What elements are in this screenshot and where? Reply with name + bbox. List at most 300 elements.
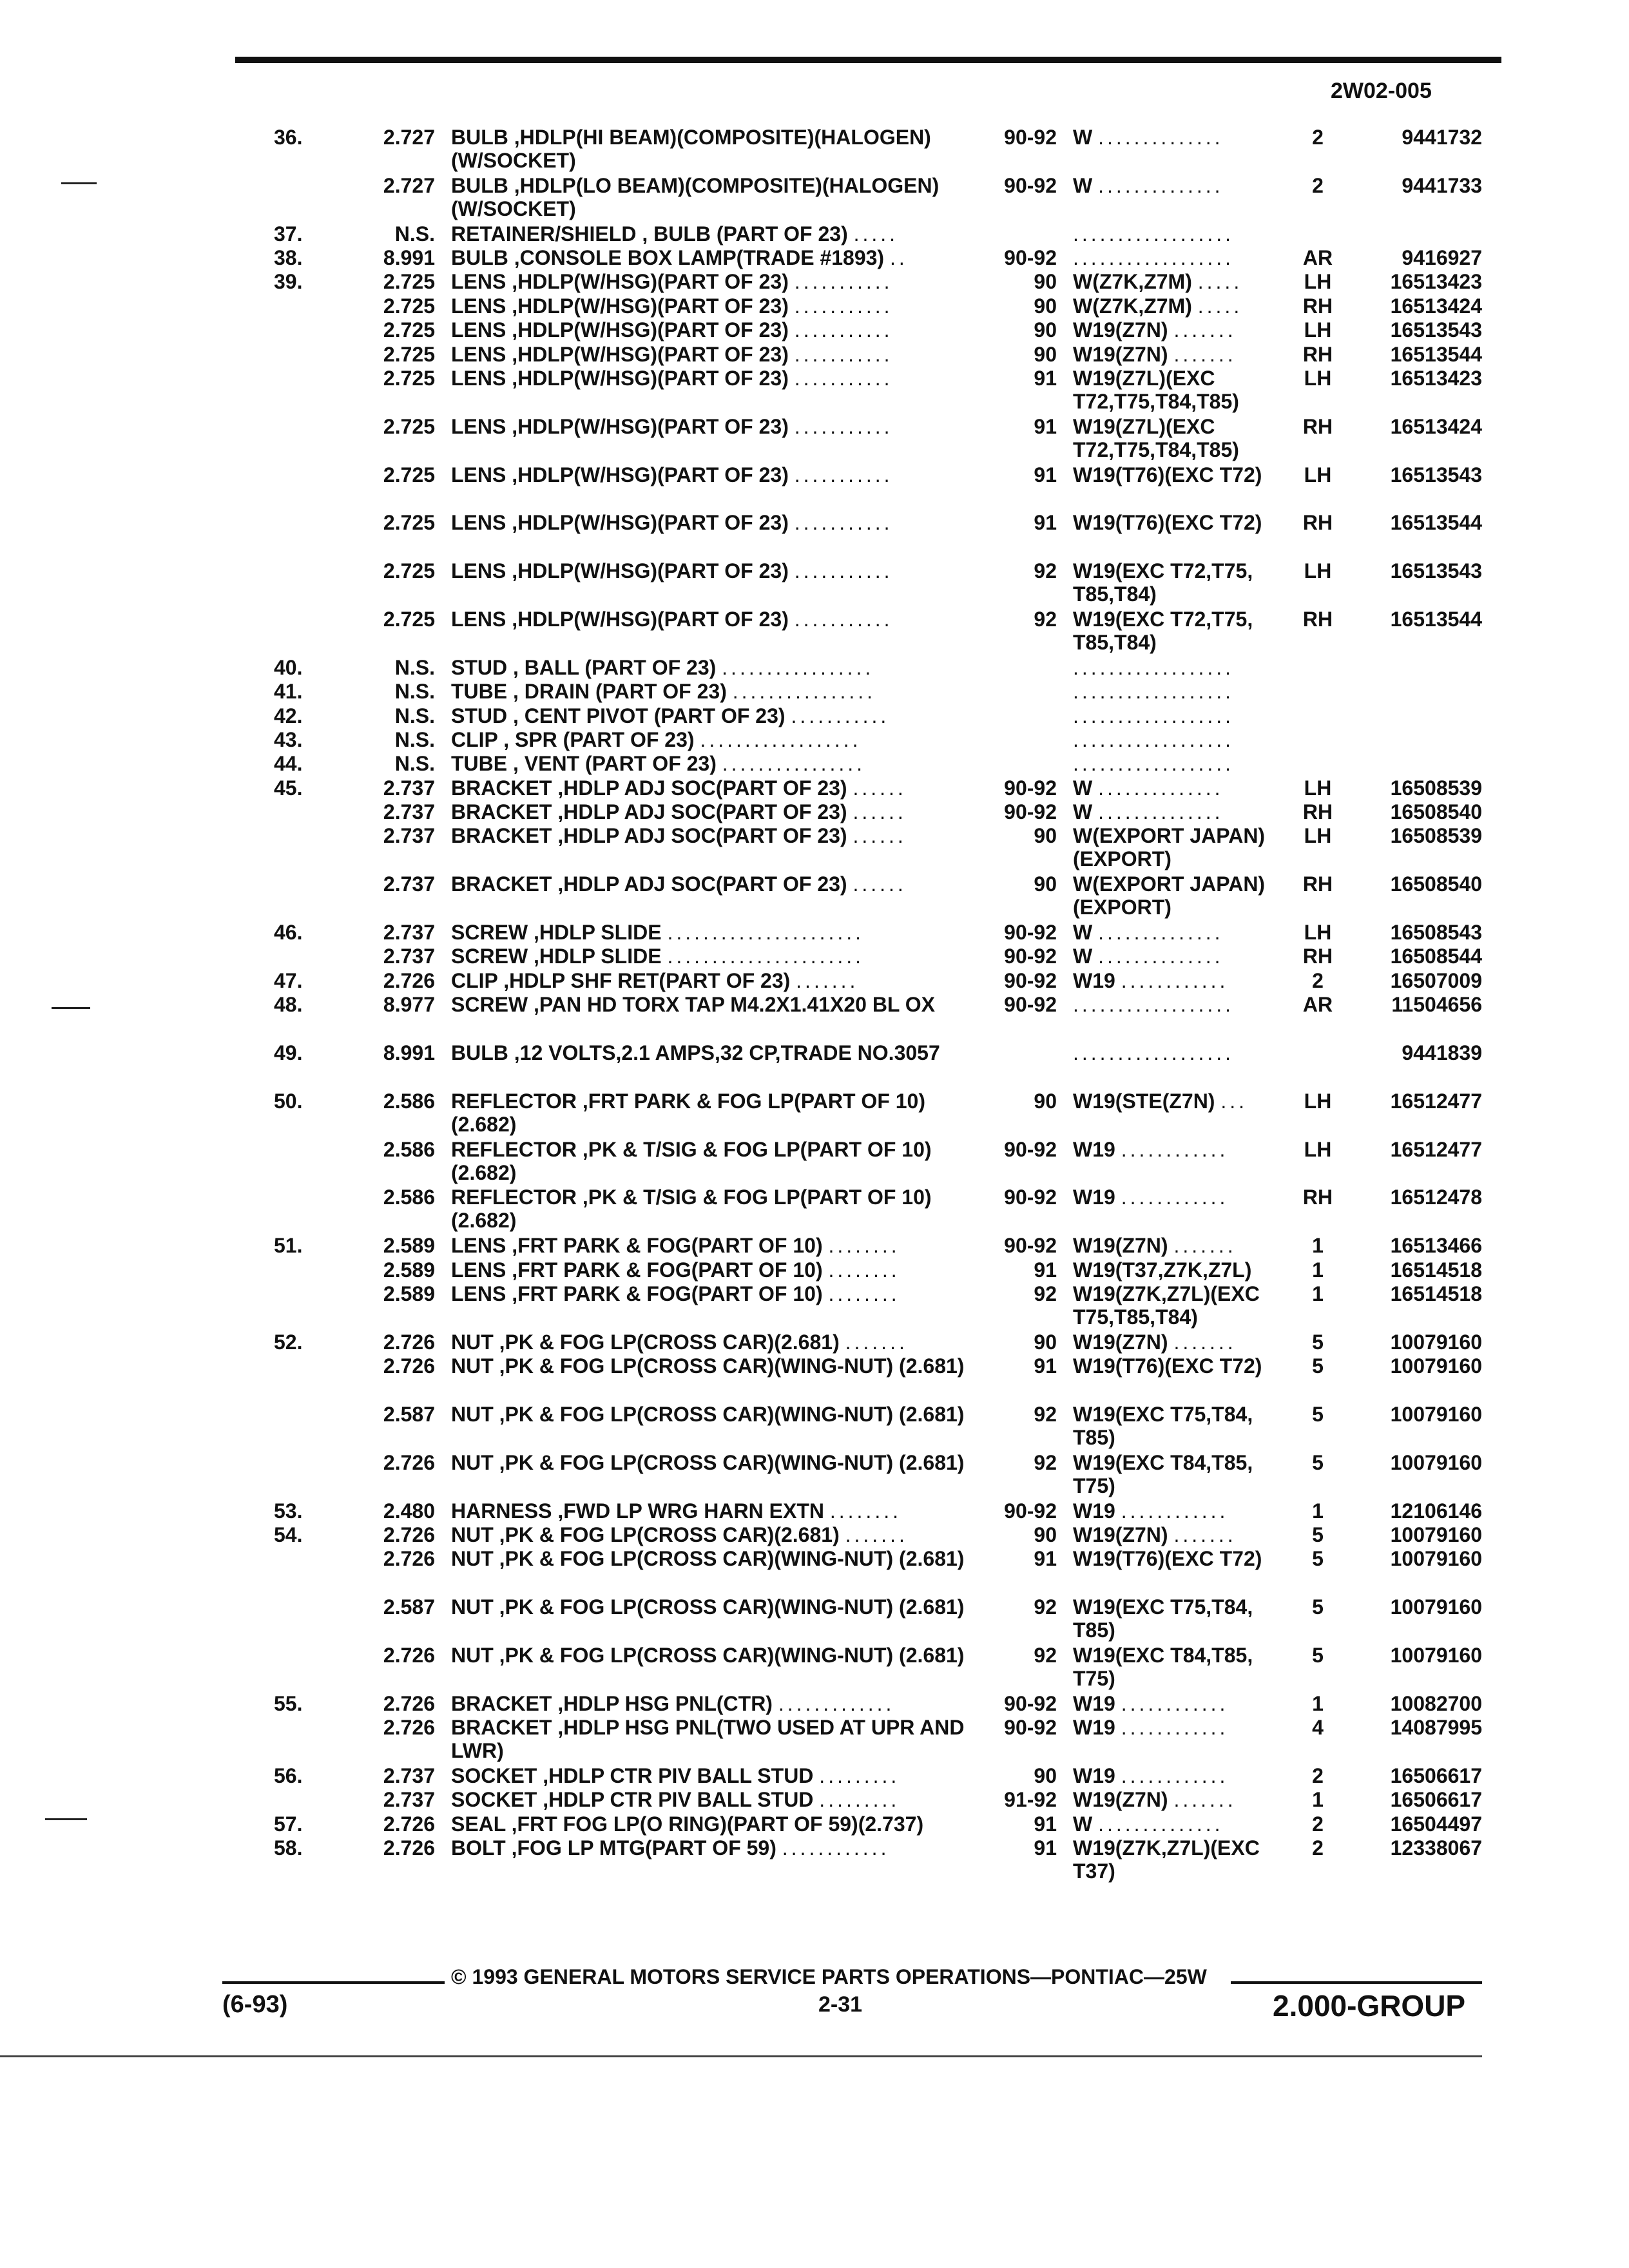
model-year: 90-92	[1004, 776, 1057, 800]
leader-dots: .......	[1173, 1234, 1237, 1258]
quantity: LH	[1304, 318, 1332, 342]
group-number: 2.725	[383, 366, 435, 390]
usage-code: W	[1073, 945, 1093, 968]
parts-row	[0, 126, 1629, 174]
part-name: LENS	[451, 1258, 506, 1282]
model-year: 90-92	[1004, 968, 1057, 992]
parts-row	[0, 1282, 1629, 1331]
part-number: 9416927	[1402, 245, 1482, 269]
group-number: N.S.	[394, 752, 435, 776]
part-detail: ,HDLP(W/HSG)(PART OF 23)	[512, 607, 789, 631]
leader-dots: ..............	[1098, 1812, 1224, 1836]
leader-dots: ............	[1121, 968, 1229, 992]
part-description	[451, 1282, 996, 1305]
usage-code: W	[1073, 800, 1093, 824]
part-description	[451, 704, 996, 727]
quantity: 2	[1312, 173, 1324, 197]
model-year: 91	[1034, 414, 1057, 438]
part-description	[451, 1138, 996, 1184]
leader-dots: ........	[828, 1258, 900, 1282]
part-name: BOLT	[451, 1836, 506, 1860]
model-year: 90	[1034, 1330, 1057, 1354]
leader-dots: ...........	[794, 511, 893, 535]
part-detail: ,HDLP SLIDE	[534, 945, 662, 968]
group-number: N.S.	[394, 222, 435, 245]
part-number: 16513543	[1390, 559, 1482, 583]
part-description	[451, 1812, 996, 1836]
usage-code: W19(T76)(EXC T72)	[1073, 511, 1262, 535]
usage-code: W19	[1073, 1763, 1115, 1787]
leader-dots: .......	[1173, 1523, 1237, 1546]
part-name: SCREW	[451, 993, 528, 1017]
vehicle-usage	[1073, 1836, 1292, 1883]
model-year: 92	[1034, 607, 1057, 631]
group-number: 2.726	[383, 1330, 435, 1354]
part-name: LENS	[451, 511, 506, 535]
group-number: 8.991	[383, 1041, 435, 1065]
leader-dots: ..............	[1098, 173, 1224, 197]
group-number: N.S.	[394, 655, 435, 679]
part-description	[451, 800, 996, 823]
vehicle-usage	[1073, 1692, 1292, 1715]
vehicle-usage	[1073, 1547, 1292, 1570]
part-name: LENS	[451, 1282, 506, 1305]
part-detail: ,HDLP ADJ SOC(PART OF 23)	[557, 824, 847, 848]
quantity: 5	[1312, 1643, 1324, 1667]
parts-row	[0, 608, 1629, 656]
part-name: STUD	[451, 704, 508, 727]
parts-row	[0, 1644, 1629, 1692]
part-description	[451, 824, 996, 847]
part-name: LENS	[451, 1234, 506, 1258]
model-year: 90-92	[1004, 800, 1057, 824]
part-detail: , SPR (PART OF 23)	[503, 727, 695, 751]
part-name: CLIP	[451, 727, 498, 751]
part-number: 16506617	[1390, 1763, 1482, 1787]
item-number: 41.	[274, 680, 303, 704]
part-number: 16508544	[1390, 945, 1482, 968]
part-number: 10079160	[1390, 1547, 1482, 1571]
part-description	[451, 222, 996, 245]
model-year: 90-92	[1004, 993, 1057, 1017]
usage-code: W19(Z7K,Z7L)(EXC T37)	[1073, 1836, 1260, 1883]
parts-row	[0, 704, 1629, 728]
part-detail: ,PK & FOG LP(CROSS CAR)(WING-NUT) (2.681)	[499, 1402, 965, 1426]
parts-row	[0, 415, 1629, 463]
model-year: 90	[1034, 1763, 1057, 1787]
part-number: 10079160	[1390, 1354, 1482, 1378]
usage-code: W19(T76)(EXC T72)	[1073, 1354, 1262, 1378]
leader-dots: ............	[782, 1836, 890, 1860]
part-name: BRACKET	[451, 1716, 552, 1740]
vehicle-usage	[1073, 824, 1292, 870]
part-detail: ,FRT PARK & FOG LP(PART OF 10) (2.682)	[451, 1089, 925, 1136]
quantity: 1	[1312, 1258, 1324, 1282]
part-detail: ,HDLP(W/HSG)(PART OF 23)	[512, 270, 789, 294]
group-number: 2.725	[383, 463, 435, 486]
part-name: NUT	[451, 1595, 494, 1619]
leader-dots: ...........	[794, 342, 893, 366]
item-number: 51.	[274, 1234, 303, 1258]
part-number: 10079160	[1390, 1402, 1482, 1426]
model-year: 91	[1034, 1812, 1057, 1836]
leader-dots: .......	[845, 1330, 908, 1354]
footer-group: 2.000-GROUP	[1273, 1989, 1466, 2023]
parts-row	[0, 270, 1629, 294]
vehicle-usage	[1073, 1403, 1292, 1449]
leader-dots: ......	[853, 800, 907, 824]
leader-dots: ..............	[1098, 800, 1224, 824]
part-description	[451, 343, 996, 366]
part-number: 10082700	[1390, 1691, 1482, 1715]
part-detail: ,HDLP HSG PNL(CTR)	[557, 1691, 773, 1715]
group-number: 2.726	[383, 1643, 435, 1667]
usage-code: W19(EXC T84,T85, T75)	[1073, 1450, 1253, 1497]
part-detail: ,HDLP(W/HSG)(PART OF 23)	[512, 414, 789, 438]
leader-dots: .......	[1173, 342, 1237, 366]
part-detail: ,HDLP(LO BEAM)(COMPOSITE)(HALOGEN) (W/SOCKET)	[451, 173, 940, 220]
model-year: 90	[1034, 294, 1057, 318]
model-year: 90-92	[1004, 1716, 1057, 1740]
bottom-rule	[0, 2055, 1482, 2057]
part-detail: ,FRT PARK & FOG(PART OF 10)	[512, 1234, 823, 1258]
part-number: 9441839	[1402, 1041, 1482, 1065]
part-detail: ,PK & T/SIG & FOG LP(PART OF 10)(2.682)	[451, 1186, 932, 1233]
part-detail: ,PK & FOG LP(CROSS CAR)(WING-NUT) (2.681)	[499, 1643, 965, 1667]
item-number: 53.	[274, 1499, 303, 1523]
vehicle-usage	[1073, 1234, 1292, 1257]
part-detail: ,HDLP HSG PNL(TWO USED AT UPR AND LWR)	[451, 1716, 965, 1763]
model-year: 90	[1034, 270, 1057, 294]
group-number: 2.726	[383, 968, 435, 992]
model-year: 90-92	[1004, 126, 1057, 149]
part-name: NUT	[451, 1330, 494, 1354]
item-number: 50.	[274, 1089, 303, 1113]
part-description	[451, 680, 996, 703]
vehicle-usage	[1073, 776, 1292, 800]
group-number: 2.727	[383, 126, 435, 149]
quantity: 5	[1312, 1330, 1324, 1354]
usage-code: W19(T76)(EXC T72)	[1073, 463, 1262, 486]
vehicle-usage	[1073, 246, 1292, 269]
part-number: 14087995	[1390, 1716, 1482, 1740]
part-description	[451, 1764, 996, 1787]
item-number: 43.	[274, 727, 303, 751]
parts-row	[0, 1331, 1629, 1354]
vehicle-usage	[1073, 608, 1292, 654]
leader-dots: ..................	[1073, 752, 1235, 776]
part-number: 16512477	[1390, 1089, 1482, 1113]
part-detail: ,FWD LP WRG HARN EXTN	[557, 1499, 824, 1523]
part-number: 16504497	[1390, 1812, 1482, 1836]
part-description	[451, 656, 996, 679]
parts-row	[0, 752, 1629, 776]
part-number: 16508540	[1390, 800, 1482, 824]
vehicle-usage	[1073, 1812, 1292, 1836]
part-name: NUT	[451, 1402, 494, 1426]
part-number: 16512477	[1390, 1137, 1482, 1161]
vehicle-usage	[1073, 656, 1292, 679]
part-number: 16508540	[1390, 872, 1482, 896]
part-detail: ,HDLP ADJ SOC(PART OF 23)	[557, 800, 847, 824]
leader-dots: ......	[853, 824, 907, 848]
parts-row	[0, 680, 1629, 704]
part-description	[451, 1234, 996, 1257]
group-number: 2.725	[383, 294, 435, 318]
group-number: 2.737	[383, 824, 435, 848]
parts-row	[0, 1716, 1629, 1764]
part-description	[451, 1788, 996, 1811]
part-name: LENS	[451, 607, 506, 631]
part-number: 16508539	[1390, 776, 1482, 800]
usage-code: W19(Z7N)	[1073, 1788, 1168, 1812]
part-name: NUT	[451, 1523, 494, 1546]
part-number: 16507009	[1390, 968, 1482, 992]
group-number: 2.725	[383, 270, 435, 294]
part-number: 16513543	[1390, 318, 1482, 342]
group-number: 2.725	[383, 414, 435, 438]
part-description	[451, 1090, 996, 1136]
leader-dots: .......	[1173, 318, 1237, 342]
footer-date: (6-93)	[222, 1991, 288, 2018]
vehicle-usage	[1073, 1041, 1292, 1064]
model-year: 92	[1034, 559, 1057, 583]
usage-code: W19	[1073, 1499, 1115, 1523]
quantity: 2	[1312, 968, 1324, 992]
part-description	[451, 1258, 996, 1282]
group-number: 2.725	[383, 511, 435, 535]
leader-dots: ...........	[794, 366, 893, 390]
quantity: LH	[1304, 463, 1332, 486]
part-number: 16508539	[1390, 824, 1482, 848]
parts-row	[0, 1692, 1629, 1716]
parts-row	[0, 1186, 1629, 1234]
part-description	[451, 270, 996, 293]
quantity: RH	[1302, 607, 1333, 631]
model-year: 90-92	[1004, 173, 1057, 197]
quantity: RH	[1302, 1186, 1333, 1209]
footer-page-number: 2-31	[818, 1992, 863, 2017]
usage-code: W19	[1073, 968, 1115, 992]
vehicle-usage	[1073, 1090, 1292, 1113]
part-detail: ,HDLP(W/HSG)(PART OF 23)	[512, 511, 789, 535]
vehicle-usage	[1073, 921, 1292, 944]
usage-code: W	[1073, 776, 1093, 800]
leader-dots: ............	[1121, 1137, 1229, 1161]
part-detail: ,HDLP(W/HSG)(PART OF 23)	[512, 463, 789, 486]
part-detail: ,FRT FOG LP(O RING)(PART OF 59)(2.737)	[511, 1812, 924, 1836]
part-detail: ,HDLP(W/HSG)(PART OF 23)	[512, 318, 789, 342]
model-year: 92	[1034, 1643, 1057, 1667]
group-number: 2.586	[383, 1186, 435, 1209]
part-name: CLIP	[451, 968, 498, 992]
group-number: N.S.	[394, 704, 435, 727]
part-detail: ,HDLP ADJ SOC(PART OF 23)	[557, 872, 847, 896]
part-detail: ,PK & T/SIG & FOG LP(PART OF 10)(2.682)	[451, 1137, 932, 1184]
part-name: SOCKET	[451, 1763, 537, 1787]
leader-dots: .........	[819, 1763, 900, 1787]
part-name: NUT	[451, 1547, 494, 1571]
part-number: 10079160	[1390, 1523, 1482, 1546]
part-name: SCREW	[451, 921, 528, 945]
part-detail: , VENT (PART OF 23)	[513, 752, 717, 776]
part-name: REFLECTOR	[451, 1089, 577, 1113]
quantity: LH	[1304, 559, 1332, 583]
group-number: 2.737	[383, 945, 435, 968]
vehicle-usage	[1073, 1788, 1292, 1811]
item-number: 56.	[274, 1763, 303, 1787]
item-number: 57.	[274, 1812, 303, 1836]
usage-code: W19(STE(Z7N)	[1073, 1089, 1215, 1113]
part-description	[451, 1186, 996, 1232]
part-name: SCREW	[451, 945, 528, 968]
parts-row	[0, 1523, 1629, 1547]
quantity: 1	[1312, 1234, 1324, 1258]
part-description	[451, 318, 996, 341]
model-year: 92	[1034, 1595, 1057, 1619]
vehicle-usage	[1073, 463, 1292, 486]
parts-row	[0, 1812, 1629, 1836]
parts-row	[0, 294, 1629, 318]
model-year: 90-92	[1004, 1186, 1057, 1209]
item-number: 46.	[274, 921, 303, 945]
vehicle-usage	[1073, 728, 1292, 751]
leader-dots: .....	[1197, 270, 1243, 294]
group-number: 2.726	[383, 1523, 435, 1546]
vehicle-usage	[1073, 704, 1292, 727]
footer-rule-right	[1231, 1981, 1482, 1984]
part-name: NUT	[451, 1354, 494, 1378]
vehicle-usage	[1073, 294, 1292, 318]
parts-row	[0, 1041, 1629, 1090]
leader-dots: ..................	[1073, 1041, 1235, 1065]
quantity: 1	[1312, 1499, 1324, 1523]
vehicle-usage	[1073, 222, 1292, 245]
part-description	[451, 969, 996, 992]
model-year: 91-92	[1004, 1788, 1057, 1812]
parts-row	[0, 800, 1629, 824]
group-number: 2.725	[383, 318, 435, 342]
parts-row	[0, 656, 1629, 680]
quantity: 5	[1312, 1547, 1324, 1571]
part-name: TUBE	[451, 680, 508, 704]
leader-dots: ......	[853, 872, 907, 896]
group-number: 2.725	[383, 559, 435, 583]
part-detail: , CENT PIVOT (PART OF 23)	[513, 704, 786, 727]
quantity: 5	[1312, 1354, 1324, 1378]
usage-code: W19	[1073, 1691, 1115, 1715]
part-name: TUBE	[451, 752, 508, 776]
part-name: LENS	[451, 463, 506, 486]
parts-row	[0, 1451, 1629, 1499]
item-number: 55.	[274, 1691, 303, 1715]
usage-code: W19(T76)(EXC T72)	[1073, 1547, 1262, 1571]
item-number: 40.	[274, 655, 303, 679]
part-detail: ,FOG LP MTG(PART OF 59)	[511, 1836, 776, 1860]
group-number: 2.737	[383, 921, 435, 945]
group-number: 2.737	[383, 800, 435, 824]
vehicle-usage	[1073, 1282, 1292, 1329]
item-number: 36.	[274, 126, 303, 149]
usage-code: W19(Z7K,Z7L)(EXC T75,T85,T84)	[1073, 1282, 1260, 1329]
vehicle-usage	[1073, 1354, 1292, 1378]
parts-row	[0, 222, 1629, 246]
model-year: 91	[1034, 366, 1057, 390]
quantity: 5	[1312, 1595, 1324, 1619]
quantity: 2	[1312, 1763, 1324, 1787]
usage-code: W	[1073, 1812, 1093, 1836]
part-description	[451, 174, 996, 220]
item-number: 38.	[274, 245, 303, 269]
part-number: 16513424	[1390, 294, 1482, 318]
vehicle-usage	[1073, 174, 1292, 197]
quantity: RH	[1302, 800, 1333, 824]
vehicle-usage	[1073, 945, 1292, 968]
vehicle-usage	[1073, 1138, 1292, 1161]
part-name: LENS	[451, 414, 506, 438]
parts-row	[0, 1090, 1629, 1138]
part-name: RETAINER/SHIELD	[451, 222, 637, 245]
usage-code: W19(Z7N)	[1073, 318, 1168, 342]
group-number: 2.726	[383, 1812, 435, 1836]
usage-code: W	[1073, 126, 1093, 149]
group-number: 2.737	[383, 872, 435, 896]
model-year: 92	[1034, 1402, 1057, 1426]
quantity: 2	[1312, 1812, 1324, 1836]
part-description	[451, 1836, 996, 1860]
group-number: 2.737	[383, 1763, 435, 1787]
leader-dots: ...........	[791, 704, 890, 727]
part-number: 12106146	[1390, 1499, 1482, 1523]
part-number: 10079160	[1390, 1643, 1482, 1667]
model-year: 90	[1034, 1089, 1057, 1113]
item-number: 48.	[274, 993, 303, 1017]
model-year: 90-92	[1004, 1137, 1057, 1161]
part-description	[451, 246, 996, 269]
usage-code: W19(EXC T72,T75, T85,T84)	[1073, 559, 1253, 606]
part-name: LENS	[451, 318, 506, 342]
quantity: LH	[1304, 824, 1332, 848]
item-number: 58.	[274, 1836, 303, 1860]
leader-dots: ........	[828, 1234, 900, 1258]
leader-dots: ........	[829, 1499, 901, 1523]
leader-dots: ..	[889, 245, 908, 269]
model-year: 90-92	[1004, 921, 1057, 945]
vehicle-usage	[1073, 367, 1292, 413]
part-detail: ,PK & FOG LP(CROSS CAR)(2.681)	[499, 1330, 840, 1354]
item-number: 44.	[274, 752, 303, 776]
leader-dots: .......	[845, 1523, 908, 1546]
part-description	[451, 1644, 996, 1667]
leader-dots: ...........	[794, 463, 893, 486]
leader-dots: ..............	[1098, 945, 1224, 968]
leader-dots: .....	[853, 222, 899, 245]
part-name: BRACKET	[451, 872, 552, 896]
part-description	[451, 1451, 996, 1474]
item-number: 47.	[274, 968, 303, 992]
quantity: LH	[1304, 776, 1332, 800]
part-description	[451, 1403, 996, 1426]
leader-dots: ..............	[1098, 921, 1224, 945]
vehicle-usage	[1073, 969, 1292, 992]
leader-dots: ..................	[1073, 655, 1235, 679]
parts-row	[0, 969, 1629, 993]
quantity: 1	[1312, 1282, 1324, 1305]
group-number: 2.589	[383, 1282, 435, 1305]
group-number: 2.725	[383, 342, 435, 366]
usage-code: W19(Z7N)	[1073, 1330, 1168, 1354]
footer-rule-left	[222, 1981, 445, 1984]
